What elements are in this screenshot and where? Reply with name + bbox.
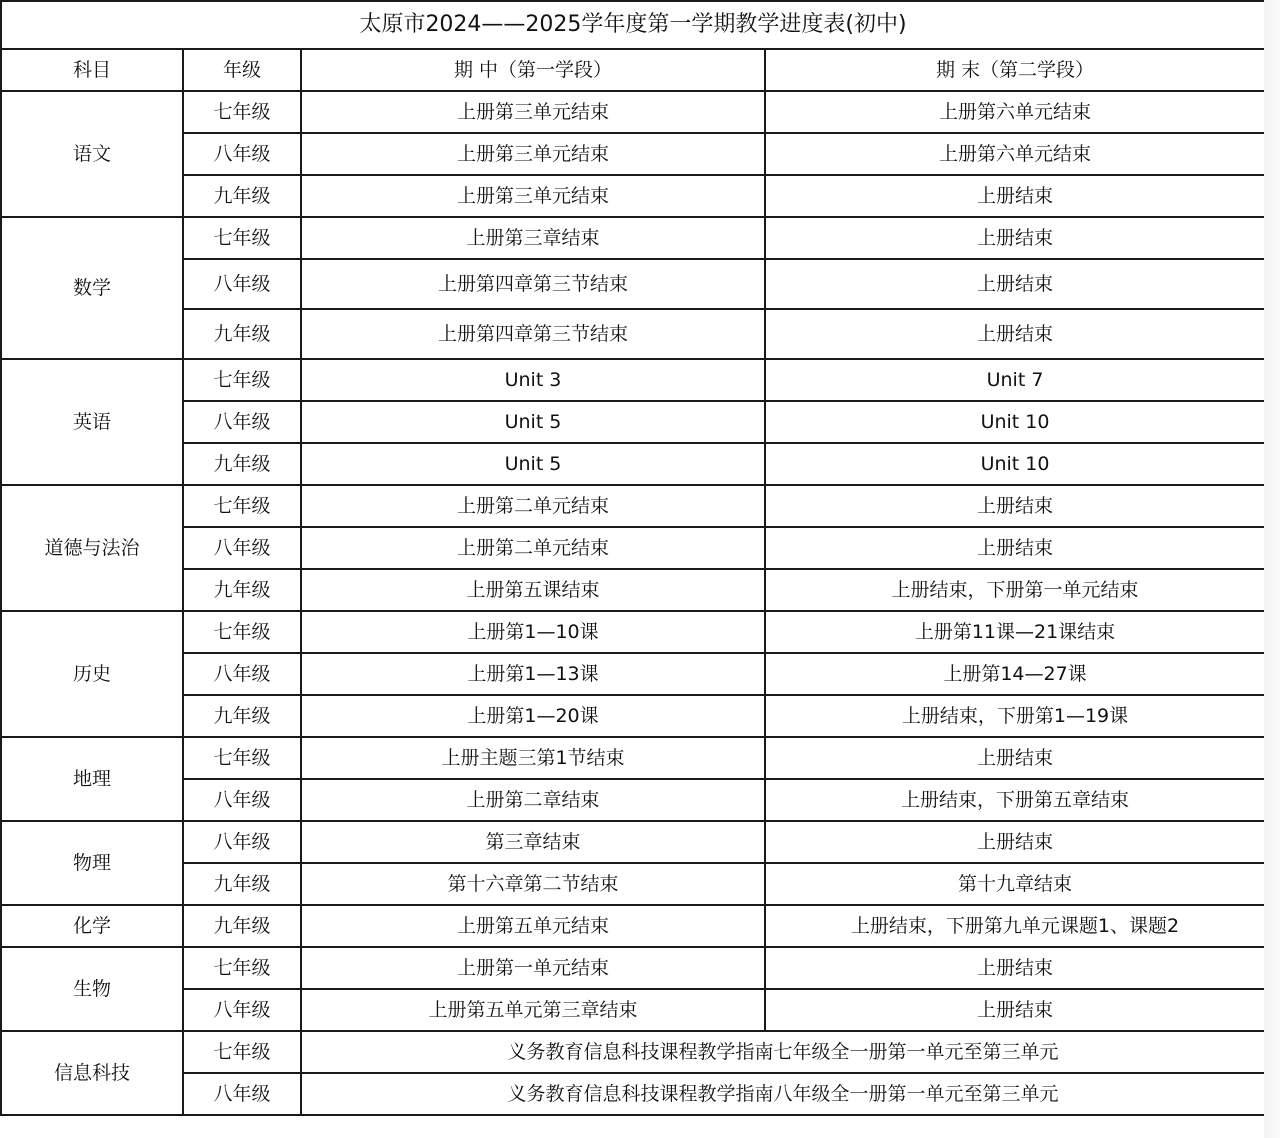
table-title: 太原市2024——2025学年度第一学期教学进度表(初中)	[1, 1, 1265, 49]
subject-cell: 地理	[1, 737, 183, 821]
table-row	[1, 527, 1265, 569]
final-cell: 上册第六单元结束	[765, 91, 1265, 133]
header-midterm: 期 中（第一学段）	[301, 49, 765, 91]
table-row	[1, 359, 1265, 401]
final-cell: 上册结束	[765, 175, 1265, 217]
final-cell: 上册结束	[765, 309, 1265, 359]
header-grade: 年级	[183, 49, 301, 91]
midterm-cell: 上册主题三第1节结束	[301, 737, 765, 779]
table-row	[1, 737, 1265, 779]
midterm-cell: 上册第五课结束	[301, 569, 765, 611]
table-row	[1, 133, 1265, 175]
table-row	[1, 611, 1265, 653]
grade-cell: 七年级	[183, 947, 301, 989]
table-row	[1, 863, 1265, 905]
final-cell: 上册结束，下册第五章结束	[765, 779, 1265, 821]
grade-cell: 九年级	[183, 569, 301, 611]
subject-cell: 信息科技	[1, 1031, 183, 1115]
subject-cell: 物理	[1, 821, 183, 905]
midterm-cell: 上册第二单元结束	[301, 527, 765, 569]
midterm-cell: 上册第五单元结束	[301, 905, 765, 947]
table-row	[1, 443, 1265, 485]
final-cell: Unit 10	[765, 401, 1265, 443]
midterm-cell: 上册第三单元结束	[301, 175, 765, 217]
grade-cell: 九年级	[183, 443, 301, 485]
final-cell: 上册第14—27课	[765, 653, 1265, 695]
table-row	[1, 653, 1265, 695]
midterm-cell: 上册第1—10课	[301, 611, 765, 653]
grade-cell: 七年级	[183, 91, 301, 133]
midterm-cell: 上册第五单元第三章结束	[301, 989, 765, 1031]
table-row	[1, 175, 1265, 217]
final-cell: 上册结束	[765, 989, 1265, 1031]
subject-cell: 语文	[1, 91, 183, 217]
subject-cell: 历史	[1, 611, 183, 737]
table-row	[1, 309, 1265, 359]
midterm-cell: 上册第四章第三节结束	[301, 309, 765, 359]
grade-cell: 八年级	[183, 401, 301, 443]
table-row	[1, 259, 1265, 309]
table-row	[1, 1031, 1265, 1073]
title-row	[1, 1, 1265, 49]
grade-cell: 九年级	[183, 695, 301, 737]
final-cell: 上册第11课—21课结束	[765, 611, 1265, 653]
final-cell: 上册结束，下册第九单元课题1、课题2	[765, 905, 1265, 947]
grade-cell: 八年级	[183, 259, 301, 309]
grade-cell: 八年级	[183, 133, 301, 175]
midterm-cell: Unit 3	[301, 359, 765, 401]
header-subject: 科目	[1, 49, 183, 91]
grade-cell: 九年级	[183, 905, 301, 947]
final-cell: 上册结束，下册第一单元结束	[765, 569, 1265, 611]
grade-cell: 九年级	[183, 863, 301, 905]
final-cell: 上册结束	[765, 821, 1265, 863]
midterm-cell: 上册第三章结束	[301, 217, 765, 259]
midterm-cell: 上册第1—20课	[301, 695, 765, 737]
final-cell: 第十九章结束	[765, 863, 1265, 905]
table-row	[1, 989, 1265, 1031]
grade-cell: 七年级	[183, 359, 301, 401]
subject-cell: 道德与法治	[1, 485, 183, 611]
grade-cell: 七年级	[183, 1031, 301, 1073]
table-row	[1, 91, 1265, 133]
subject-cell: 数学	[1, 217, 183, 359]
midterm-cell: 第三章结束	[301, 821, 765, 863]
midterm-cell: 上册第三单元结束	[301, 91, 765, 133]
table-row	[1, 905, 1265, 947]
grade-cell: 九年级	[183, 309, 301, 359]
grade-cell: 九年级	[183, 175, 301, 217]
grade-cell: 八年级	[183, 527, 301, 569]
table-row	[1, 779, 1265, 821]
grade-cell: 八年级	[183, 653, 301, 695]
table-row	[1, 947, 1265, 989]
table-row	[1, 485, 1265, 527]
subject-cell: 化学	[1, 905, 183, 947]
grade-cell: 八年级	[183, 989, 301, 1031]
midterm-cell: 上册第二章结束	[301, 779, 765, 821]
midterm-cell: 第十六章第二节结束	[301, 863, 765, 905]
combined-progress-cell: 义务教育信息科技课程教学指南八年级全一册第一单元至第三单元	[301, 1073, 1265, 1115]
final-cell: 上册结束，下册第1—19课	[765, 695, 1265, 737]
page-margin	[1264, 0, 1280, 1138]
final-cell: 上册结束	[765, 217, 1265, 259]
final-cell: 上册结束	[765, 947, 1265, 989]
final-cell: Unit 7	[765, 359, 1265, 401]
subject-cell: 英语	[1, 359, 183, 485]
midterm-cell: 上册第三单元结束	[301, 133, 765, 175]
midterm-cell: Unit 5	[301, 443, 765, 485]
table-row	[1, 401, 1265, 443]
grade-cell: 八年级	[183, 779, 301, 821]
midterm-cell: 上册第一单元结束	[301, 947, 765, 989]
final-cell: 上册第六单元结束	[765, 133, 1265, 175]
header-final: 期 末（第二学段）	[765, 49, 1265, 91]
grade-cell: 八年级	[183, 1073, 301, 1115]
subject-cell: 生物	[1, 947, 183, 1031]
table-row	[1, 695, 1265, 737]
header-row	[1, 49, 1265, 91]
grade-cell: 七年级	[183, 737, 301, 779]
table-row	[1, 1073, 1265, 1115]
table-row	[1, 217, 1265, 259]
midterm-cell: Unit 5	[301, 401, 765, 443]
midterm-cell: 上册第二单元结束	[301, 485, 765, 527]
final-cell: 上册结束	[765, 485, 1265, 527]
table-row	[1, 821, 1265, 863]
table-row	[1, 569, 1265, 611]
final-cell: Unit 10	[765, 443, 1265, 485]
grade-cell: 八年级	[183, 821, 301, 863]
grade-cell: 七年级	[183, 611, 301, 653]
final-cell: 上册结束	[765, 527, 1265, 569]
grade-cell: 七年级	[183, 217, 301, 259]
combined-progress-cell: 义务教育信息科技课程教学指南七年级全一册第一单元至第三单元	[301, 1031, 1265, 1073]
final-cell: 上册结束	[765, 737, 1265, 779]
grade-cell: 七年级	[183, 485, 301, 527]
midterm-cell: 上册第四章第三节结束	[301, 259, 765, 309]
final-cell: 上册结束	[765, 259, 1265, 309]
midterm-cell: 上册第1—13课	[301, 653, 765, 695]
